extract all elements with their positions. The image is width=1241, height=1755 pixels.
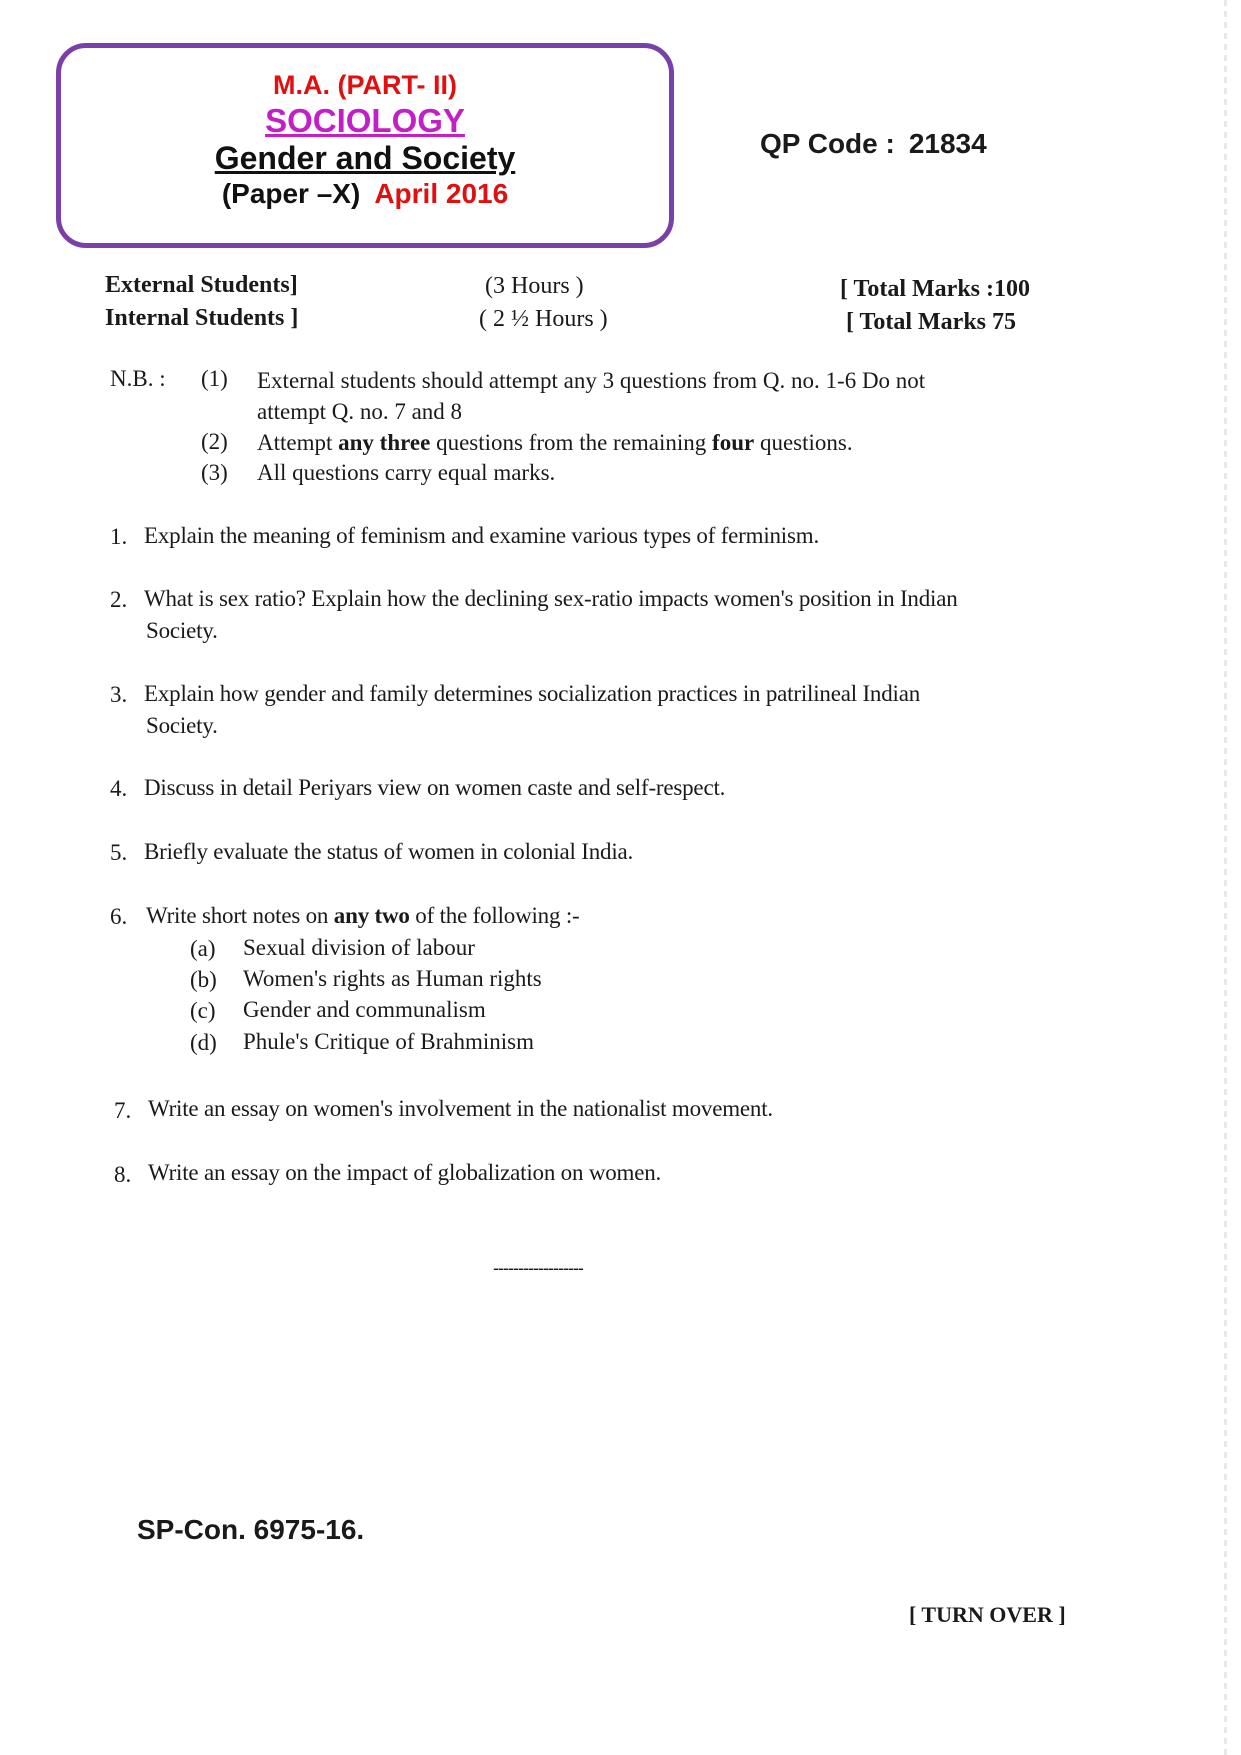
exam-date: April 2016 — [374, 178, 509, 209]
scan-edge-artifact — [1224, 0, 1227, 1755]
degree-title: M.A. (PART- II) — [273, 70, 457, 100]
qp-code-label: QP Code : — [760, 128, 895, 159]
nb-item-text: Attempt any three questions from the remaining four questions. — [257, 430, 853, 455]
nb-item-text-continued: attempt Q. no. 7 and 8 — [257, 399, 463, 424]
nb-item-number: (2) — [201, 429, 228, 454]
paper-title: Gender and Society — [214, 140, 516, 176]
qp-code-value: 21834 — [908, 128, 987, 159]
sp-con-code: SP-Con. 6975-16. — [137, 1514, 365, 1545]
question-text: Explain the meaning of feminism and examine various types of ferminism. — [144, 523, 819, 548]
sub-question-label: (c) — [190, 998, 216, 1023]
qp-code — [760, 128, 987, 160]
question-text: What is sex ratio? Explain how the declining sex-ratio impacts women's position in Indian — [144, 586, 958, 611]
sub-question-text: Sexual division of labour — [243, 935, 475, 960]
internal-total-marks: [ Total Marks 75 — [846, 309, 1017, 335]
external-students-label: External Students] — [105, 272, 298, 298]
nb-item-number: (1) — [201, 366, 228, 391]
title-box — [56, 43, 674, 248]
sub-question-text: Gender and communalism — [243, 997, 486, 1022]
nb-label: N.B. : — [110, 366, 166, 391]
question-text: Write an essay on women's involvement in the nationalist movement. — [148, 1096, 773, 1121]
question-text: Briefly evaluate the status of women in colonial India. — [144, 839, 634, 864]
question-text: Discuss in detail Periyars view on women caste and self-respect. — [144, 775, 726, 800]
question-text: Write short notes on any two of the following :- — [146, 903, 580, 928]
paper-number: (Paper –X) — [221, 178, 361, 209]
end-divider: ------------------ — [493, 1258, 583, 1278]
external-total-marks: [ Total Marks :100 — [840, 276, 1031, 302]
question-text: Explain how gender and family determines socialization practices in patrilineal Indian — [144, 681, 921, 706]
paper-line — [61, 178, 669, 210]
question-number: 5. — [110, 840, 128, 865]
sub-question-label: (d) — [190, 1030, 217, 1055]
sub-question-label: (a) — [190, 936, 216, 961]
nb-item-text: All questions carry equal marks. — [257, 460, 556, 485]
question-number: 7. — [114, 1098, 132, 1123]
question-number: 3. — [110, 682, 128, 707]
sub-question-text: Women's rights as Human rights — [243, 966, 542, 991]
question-text-continued: Society. — [146, 618, 218, 643]
question-number: 6. — [110, 904, 128, 929]
sub-question-text: Phule's Critique of Brahminism — [243, 1029, 534, 1054]
question-number: 4. — [110, 776, 128, 801]
question-text: Write an essay on the impact of globalization on women. — [148, 1160, 662, 1185]
question-number: 1. — [110, 524, 128, 549]
question-number: 2. — [110, 587, 128, 612]
question-text-continued: Society. — [146, 713, 218, 738]
subject-title: SOCIOLOGY — [265, 102, 465, 139]
external-duration: (3 Hours ) — [485, 273, 584, 299]
nb-item-text: External students should attempt any 3 questions from Q. no. 1-6 Do not — [257, 368, 926, 393]
internal-duration: ( 2 ½ Hours ) — [479, 306, 608, 332]
turn-over-note: [ TURN OVER ] — [909, 1602, 1066, 1627]
internal-students-label: Internal Students ] — [105, 305, 299, 331]
sub-question-label: (b) — [190, 967, 217, 992]
nb-item-number: (3) — [201, 460, 228, 485]
question-number: 8. — [114, 1162, 132, 1187]
